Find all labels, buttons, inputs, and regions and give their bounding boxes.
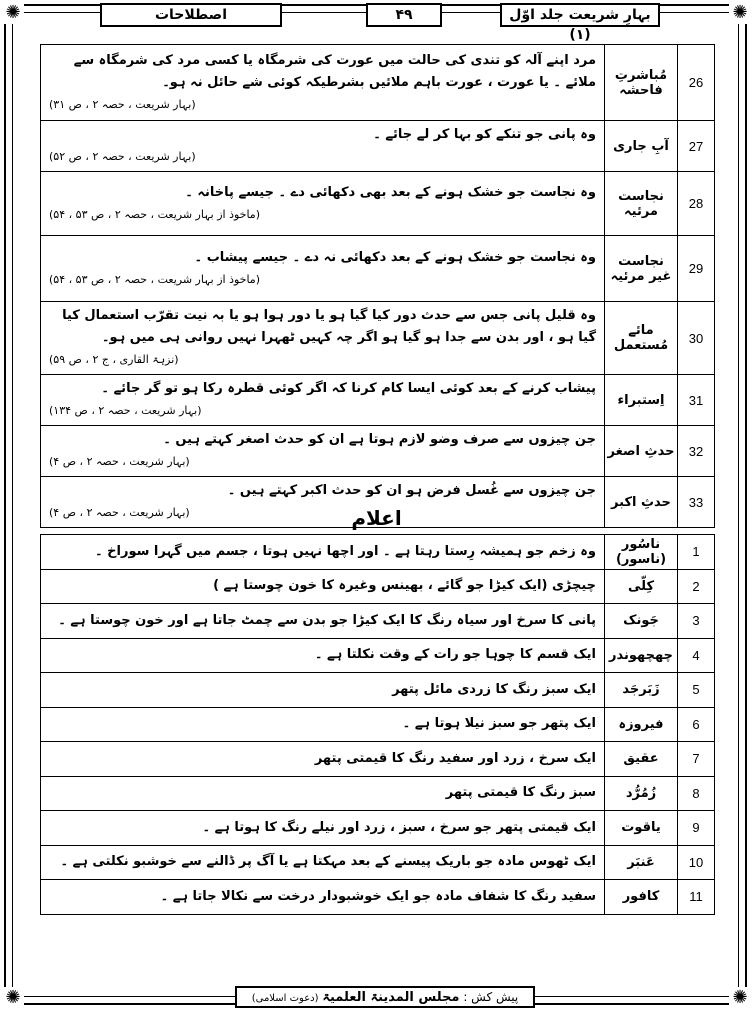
section-title: اصطلاحات <box>100 3 282 27</box>
term-cell: فیروزہ <box>605 707 678 742</box>
row-number: 1 <box>678 535 715 570</box>
row-number: 10 <box>678 845 715 880</box>
definition-cell <box>41 426 605 477</box>
row-number: 32 <box>678 426 715 477</box>
row-number: 7 <box>678 742 715 777</box>
term-cell: زُمُرُّد <box>605 776 678 811</box>
definition-cell <box>41 880 605 915</box>
definition-cell <box>41 776 605 811</box>
table-row <box>41 302 715 375</box>
definition-cell <box>41 845 605 880</box>
definition-text: وہ نجاست جو خشک ہونے کے بعد دکھائی نہ دے ۔ جیسے پیشاب ۔ <box>194 249 596 265</box>
definition-text: وہ پانی جو تنکے کو بہا کر لے جائے ۔ <box>373 127 596 142</box>
term-cell: مائے مُستعمل <box>605 302 678 375</box>
table-row <box>41 121 715 172</box>
row-number: 31 <box>678 375 715 426</box>
definition-cell <box>41 172 605 236</box>
ornament-star-icon: ✺ <box>729 987 751 1009</box>
names-table <box>40 534 715 915</box>
definition-cell <box>41 707 605 742</box>
reference-text: (بہار شریعت ، حصہ ۲ ، ص ۱۳۴) <box>49 404 202 417</box>
definition-text: وہ قلیل پانی جس سے حدث دور کیا گیا ہو یا دور ہوا ہو یا بہ نیت تقرّب استعمال کیا گیا ہو ، اور بدن سے جدا ہو گیا ہو اگر چہ کہیں ٹھہرا نہیں روانی ہی میں ہو۔ <box>62 308 596 345</box>
reference-text: (بہار شریعت ، حصہ ۲ ، ص ۴) <box>49 455 190 468</box>
publisher-org: (دعوت اسلامی) <box>251 993 319 1004</box>
definition-text: ایک ٹھوس مادہ جو باریک پیسنے کے بعد مہکتا ہے یا آگ پر ڈالنے سے خوشبو نکلتی ہے ۔ <box>60 854 596 870</box>
term-cell: حدثِ اصغر <box>605 426 678 477</box>
row-number: 3 <box>678 604 715 639</box>
table-row <box>41 811 715 846</box>
definition-cell <box>41 604 605 639</box>
reference-text: (بہار شریعت ، حصہ ۲ ، ص ۳۱) <box>49 97 196 111</box>
names-heading: اعلام <box>351 506 402 530</box>
row-number: 8 <box>678 776 715 811</box>
row-number: 30 <box>678 302 715 375</box>
terms-table <box>40 44 715 528</box>
definition-text: وہ زخم جو ہمیشہ رِستا رہتا ہے ۔ اور اچھا نہیں ہوتا ، جسم میں گہرا سوراخ ۔ <box>95 543 596 559</box>
term-cell: مُباشرتِ فاحشہ <box>605 45 678 121</box>
table-row <box>41 673 715 708</box>
definition-text: ایک سبز رنگ کا زردی مائل پتھر <box>392 681 596 697</box>
definition-text: سفید رنگ کا شفاف مادہ جو ایک خوشبودار درخت سے نکالا جاتا ہے ۔ <box>160 888 596 904</box>
definition-text: سبز رنگ کا قیمتی پتھر <box>445 785 596 801</box>
ornament-star-icon: ✺ <box>2 987 24 1009</box>
table-row <box>41 535 715 570</box>
publisher-name: مجلس المدینۃ العلمیۃ <box>322 990 460 1005</box>
table-row <box>41 172 715 236</box>
table-row <box>41 604 715 639</box>
definition-text: ایک پتھر جو سبز نیلا ہوتا ہے ۔ <box>402 716 596 732</box>
row-number: 9 <box>678 811 715 846</box>
row-number: 26 <box>678 45 715 121</box>
page-number: ۴۹ <box>366 3 442 27</box>
page-footer <box>235 986 535 1008</box>
reference-text: (ماخوذ از بہار شریعت ، حصہ ۲ ، ص ۵۳ ، ۵۴) <box>49 207 260 221</box>
table-row <box>41 375 715 426</box>
definition-cell <box>41 236 605 302</box>
row-number: 11 <box>678 880 715 915</box>
row-number: 6 <box>678 707 715 742</box>
term-cell: نجاست غیر مرئیہ <box>605 236 678 302</box>
term-cell: ناسُور (ناسور) <box>605 535 678 570</box>
table-row <box>41 426 715 477</box>
term-cell: حدثِ اکبر <box>605 477 678 528</box>
row-number: 28 <box>678 172 715 236</box>
definition-text: ایک قیمتی پتھر جو سرخ ، سبز ، زرد اور نیلے رنگ کا ہوتا ہے ۔ <box>202 819 596 835</box>
definition-cell <box>41 302 605 375</box>
definition-text: جن چیزوں سے غُسل فرض ہو ان کو حدث اکبر کہتے ہیں ۔ <box>227 483 596 498</box>
term-cell: زَبَرجَد <box>605 673 678 708</box>
table-row <box>41 776 715 811</box>
table-row <box>41 742 715 777</box>
definition-text: ایک قسم کا چوہا جو رات کے وقت نکلتا ہے ۔ <box>314 647 596 663</box>
reference-text: (بہار شریعت ، حصہ ۲ ، ص ۵۲) <box>49 150 196 163</box>
term-cell: یاقوت <box>605 811 678 846</box>
definition-cell <box>41 811 605 846</box>
row-number: 29 <box>678 236 715 302</box>
term-cell: اِستبراء <box>605 375 678 426</box>
row-number: 33 <box>678 477 715 528</box>
definition-cell <box>41 535 605 570</box>
reference-text: (نزہۃ القاری ، ج ۲ ، ص ۵۹) <box>49 353 179 366</box>
definition-cell <box>41 742 605 777</box>
table-row <box>41 236 715 302</box>
definition-text: پانی کا سرخ اور سیاہ رنگ کا ایک کیڑا جو بدن سے چمٹ جاتا ہے اور خون چوستا ہے ۔ <box>58 612 596 628</box>
definition-text: جن چیزوں سے صرف وضو لازم ہوتا ہے ان کو حدث اصغر کہتے ہیں ۔ <box>163 432 596 447</box>
definition-cell <box>41 673 605 708</box>
term-cell: جَونک <box>605 604 678 639</box>
table-row <box>41 707 715 742</box>
reference-text: (ماخوذ از بہار شریعت ، حصہ ۲ ، ص ۵۳ ، ۵۴) <box>49 272 260 286</box>
book-title: بہارِ شریعت جلد اوّل (۱) <box>500 3 660 27</box>
table-row <box>41 45 715 121</box>
table-row <box>41 638 715 673</box>
row-number: 4 <box>678 638 715 673</box>
definition-text: وہ نجاست جو خشک ہونے کے بعد بھی دکھائی دے ۔ جیسے پاخانہ ۔ <box>185 184 596 200</box>
table-row <box>41 569 715 604</box>
row-number: 27 <box>678 121 715 172</box>
ornament-star-icon: ✺ <box>2 2 24 24</box>
table-row <box>41 880 715 915</box>
definition-text: چیچڑی (ایک کیڑا جو گائے ، بھینس وغیرہ کا خون چوستا ہے ) <box>213 578 596 594</box>
term-cell: نجاست مرئیہ <box>605 172 678 236</box>
definition-cell <box>41 569 605 604</box>
term-cell: کافور <box>605 880 678 915</box>
definition-cell <box>41 638 605 673</box>
table-row <box>41 845 715 880</box>
reference-text: (بہار شریعت ، حصہ ۲ ، ص ۴) <box>49 506 190 519</box>
definition-cell <box>41 375 605 426</box>
row-number: 5 <box>678 673 715 708</box>
footer-prefix: پیش کش : <box>463 990 519 1004</box>
page-header <box>100 3 660 43</box>
term-cell: چھچھوندر <box>605 638 678 673</box>
definition-text: ایک سرخ ، زرد اور سفید رنگ کا قیمتی پتھر <box>314 750 596 766</box>
row-number: 2 <box>678 569 715 604</box>
definition-text: مرد اپنے آلہ کو تندی کی حالت میں عورت کی شرمگاہ یا کسی مرد کی شرمگاہ سے ملائے ۔ یا عورت ، عورت باہم ملائیں بشرطیکہ کوئی شے حائل نہ ہو۔ <box>73 52 596 90</box>
term-cell: عَنبَر <box>605 845 678 880</box>
definition-text: پیشاب کرنے کے بعد کوئی ایسا کام کرنا کہ اگر کوئی قطرہ رکا ہو تو گر جائے ۔ <box>101 381 596 396</box>
ornament-star-icon: ✺ <box>729 2 751 24</box>
term-cell: آبِ جاری <box>605 121 678 172</box>
definition-cell <box>41 121 605 172</box>
definition-cell <box>41 45 605 121</box>
term-cell: عقیق <box>605 742 678 777</box>
term-cell: کِلّی <box>605 569 678 604</box>
